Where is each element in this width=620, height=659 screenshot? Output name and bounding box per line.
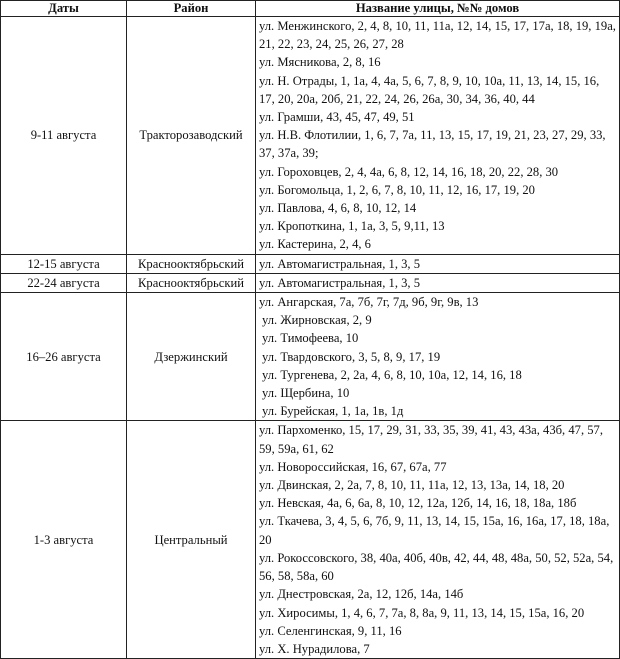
streets-cell bbox=[256, 254, 620, 273]
header-dates: Даты bbox=[1, 1, 127, 17]
street-entry: ул. Твардовского, 3, 5, 8, 9, 17, 19 bbox=[262, 349, 441, 364]
street-entry: ул. Тургенева, 2, 2а, 4, 6, 8, 10, 10а, 12, 14, 16, 18 bbox=[262, 367, 522, 382]
street-entry: ул. Менжинского, 2, 4, 8, 10, 11, 11а, 12, 14, 15, 17, 17а, 18, 19, 19а, 21, 22, 23, 24, 25, 26, 27, 28 bbox=[259, 19, 616, 52]
table-row bbox=[1, 421, 620, 659]
table-row bbox=[1, 293, 620, 421]
street-entry: ул. Автомагистральная, 1, 3, 5 bbox=[259, 256, 421, 271]
street-entry: ул. Жирновская, 2, 9 bbox=[262, 313, 372, 328]
street-entry: ул. Грамши, 43, 45, 47, 49, 51 bbox=[259, 110, 415, 125]
district-cell: Тракторозаводский bbox=[127, 17, 256, 255]
street-entry: ул. Гороховцев, 2, 4, 4а, 6, 8, 12, 14, 16, 18, 20, 22, 28, 30 bbox=[259, 164, 559, 179]
streets-cell bbox=[256, 273, 620, 292]
street-entry: ул. Павлова, 4, 6, 8, 10, 12, 14 bbox=[259, 201, 417, 216]
street-entry: ул. Кастерина, 2, 4, 6 bbox=[259, 237, 371, 252]
table-row bbox=[1, 254, 620, 273]
header-streets: Название улицы, №№ домов bbox=[256, 1, 620, 17]
district-cell: Дзержинский bbox=[127, 293, 256, 421]
street-entry: ул. Мясникова, 2, 8, 16 bbox=[259, 55, 381, 70]
street-entry: ул. Пархоменко, 15, 17, 29, 31, 33, 35, 39, 41, 43, 43а, 43б, 47, 57, 59, 59а, 61, 62 bbox=[259, 423, 603, 456]
street-entry: ул. Н. Отрады, 1, 1а, 4, 4а, 5, 6, 7, 8, 9, 10, 10а, 11, 13, 14, 15, 16, 17, 20, 20а, 20б, 21, 22, 24, 26, 26а, 30, 34, 36, 40, 44 bbox=[259, 73, 600, 106]
district-cell: Центральный bbox=[127, 421, 256, 659]
street-entry: ул. Автомагистральная, 1, 3, 5 bbox=[259, 275, 421, 290]
streets-cell bbox=[256, 293, 620, 421]
street-entry: ул. Хиросимы, 1, 4, 6, 7, 7а, 8, 8а, 9, 11, 13, 14, 15, 15а, 16, 20 bbox=[259, 605, 585, 620]
street-entry: ул. Ткачева, 3, 4, 5, 6, 7б, 9, 11, 13, 14, 15, 15а, 16, 16а, 17, 18, 18а, 20 bbox=[259, 514, 610, 547]
header-row bbox=[1, 1, 620, 17]
date-cell: 22-24 августа bbox=[1, 273, 127, 292]
header-district: Район bbox=[127, 1, 256, 17]
date-cell: 16–26 августа bbox=[1, 293, 127, 421]
street-entry: ул. Щербина, 10 bbox=[262, 386, 350, 401]
street-entry: ул. Селенгинская, 9, 11, 16 bbox=[259, 623, 402, 638]
street-entry: ул. Тимофеева, 10 bbox=[262, 331, 359, 346]
street-entry: ул. Невская, 4а, 6, 6а, 8, 10, 12, 12а, 12б, 14, 16, 18, 18а, 18б bbox=[259, 496, 577, 511]
street-entry: ул. Х. Нурадилова, 7 bbox=[259, 641, 370, 656]
date-cell: 9-11 августа bbox=[1, 17, 127, 255]
street-entry: ул. Бурейская, 1, 1а, 1в, 1д bbox=[262, 404, 404, 419]
district-cell: Краснооктябрьский bbox=[127, 273, 256, 292]
date-cell: 1-3 августа bbox=[1, 421, 127, 659]
table-body bbox=[1, 17, 620, 659]
street-entry: ул. Двинская, 2, 2а, 7, 8, 10, 11, 11а, 12, 13, 13а, 14, 18, 20 bbox=[259, 478, 565, 493]
street-entry: ул. Н.В. Флотилии, 1, 6, 7, 7а, 11, 13, 15, 17, 19, 21, 23, 27, 29, 33, 37, 37а, 39; bbox=[259, 128, 606, 161]
table-row bbox=[1, 273, 620, 292]
street-entry: ул. Богомольца, 1, 2, 6, 7, 8, 10, 11, 12, 16, 17, 19, 20 bbox=[259, 182, 535, 197]
street-entry: ул. Новороссийская, 16, 67, 67а, 77 bbox=[259, 459, 447, 474]
table-row bbox=[1, 17, 620, 255]
street-entry: ул. Кропоткина, 1, 1а, 3, 5, 9,11, 13 bbox=[259, 219, 445, 234]
street-entry: ул. Рокоссовского, 38, 40а, 40б, 40в, 42, 44, 48, 48а, 50, 52, 52а, 54, 56, 58, 58а, 60 bbox=[259, 550, 614, 584]
streets-cell bbox=[256, 421, 620, 659]
streets-cell bbox=[256, 17, 620, 255]
street-entry: ул. Днестровская, 2а, 12, 12б, 14а, 14б bbox=[259, 587, 464, 602]
date-cell: 12-15 августа bbox=[1, 254, 127, 273]
district-cell: Краснооктябрьский bbox=[127, 254, 256, 273]
street-entry: ул. Ангарская, 7а, 7б, 7г, 7д, 9б, 9г, 9в, 13 bbox=[259, 295, 479, 310]
